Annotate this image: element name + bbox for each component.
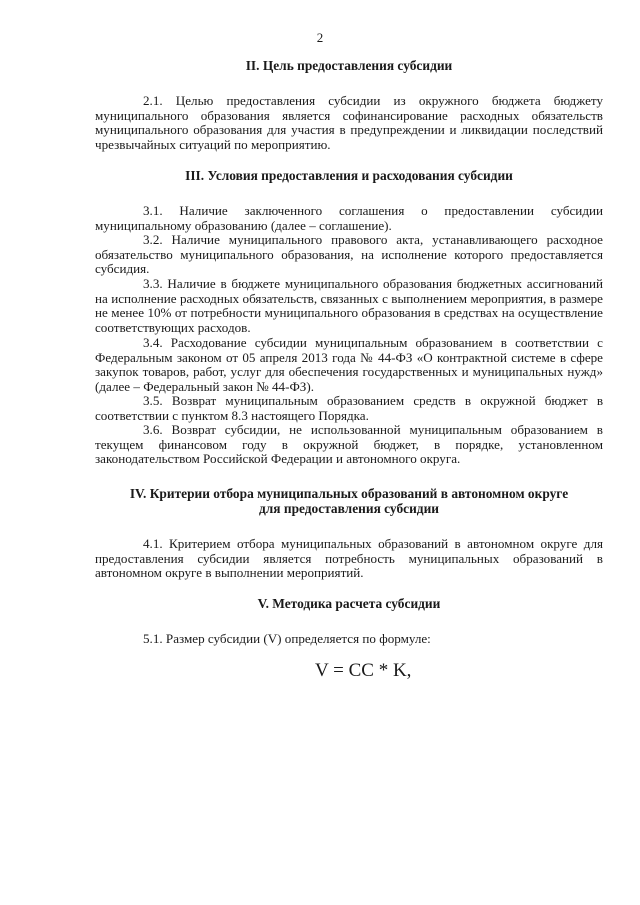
paragraph-3-5: 3.5. Возврат муниципальным образованием средств в окружной бюджет в соответствии с пунктом 8.3 настоящего Порядка. [95,393,603,423]
paragraph-2-1: 2.1. Целью предоставления субсидии из окружного бюджета бюджету муниципального образования является софинансирование расходных обязательств муниципального образования для участия в предупреждении и ликвидации последствий чрезвычайных ситуаций по мероприятию. [95,93,603,152]
paragraph-3-6: 3.6. Возврат субсидии, не использованной муниципальным образованием в текущем финансовом году в окружной бюджет, в порядке, установленном законодательством Российской Федерации и автономного округа. [95,422,603,467]
page-number: 2 [316,30,324,45]
section-2-title: II. Цель предоставления субсидии [245,58,453,73]
section-5-title: V. Методика расчета субсидии [257,596,441,611]
paragraph-3-1: 3.1. Наличие заключенного соглашения о предоставлении субсидии муниципальному образованию (далее – соглашение). [95,203,603,233]
paragraph-5-1: 5.1. Размер субсидии (V) определяется по формуле: [143,631,431,646]
paragraph-3-2: 3.2. Наличие муниципального правового акта, устанавливающего расходное обязательство муниципального образования, на исполнение которого предоставляется субсидия. [95,232,603,277]
paragraph-4-1: 4.1. Критерием отбора муниципальных образований в автономном округе для предоставления субсидии является потребность муниципальных образований в автономном округе в выполнении мероприятий. [95,536,603,581]
paragraph-3-3: 3.3. Наличие в бюджете муниципального образования бюджетных ассигнований на исполнение расходных обязательств, связанных с выполнением мероприятия, в размере не менее 10% от потребности муниципального образования в средствах на осуществление соответствующих расходов. [95,276,603,335]
formula: V = CC * K, [315,660,412,681]
section-4-title-line-2: для предоставления субсидии [258,501,440,516]
section-4-title [95,486,603,516]
section-4-title-line-1: IV. Критерии отбора муниципальных образований в автономном округе [129,486,569,501]
section-3-title: III. Условия предоставления и расходования субсидии [185,168,513,183]
paragraph-3-4: 3.4. Расходование субсидии муниципальным образованием в соответствии с Федеральным законом от 05 апреля 2013 года № 44-ФЗ «О контрактной системе в сфере закупок товаров, работ, услуг для обеспечения государственных и муниципальных нужд» (далее – Федеральный закон № 44-ФЗ). [95,335,603,394]
